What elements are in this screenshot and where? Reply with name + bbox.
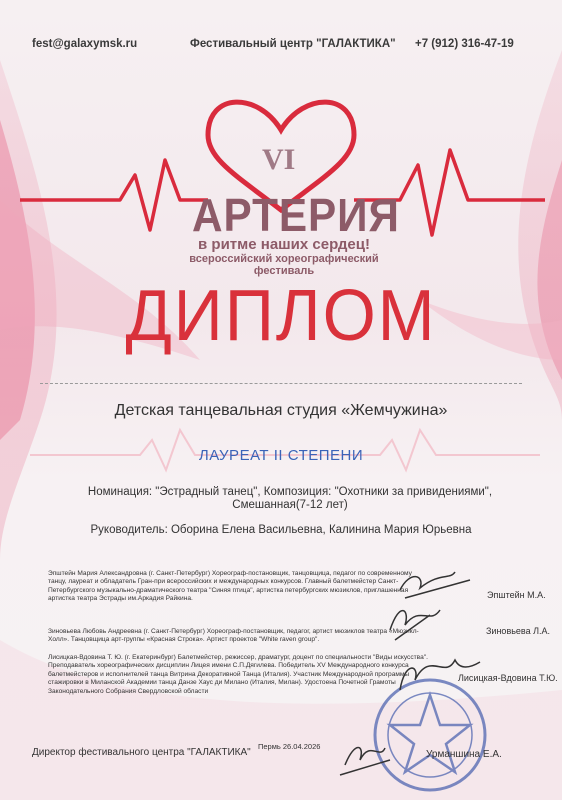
header-row: [0, 38, 562, 54]
jury-name-3: Лисицкая-Вдовина Т.Ю.: [458, 673, 558, 683]
festival-title: АРТЕРИЯ: [192, 189, 400, 241]
nomination-text: Номинация: "Эстрадный танец", Композиция: "Охотники за привидениями", Смешанная(7-12 лет): [87, 486, 493, 511]
contact-phone[interactable]: +7 (912) 316-47-19: [415, 38, 514, 50]
director-label: Директор фестивального центра "ГАЛАКТИКА": [32, 747, 251, 758]
festival-tagline-line2: фестиваль: [253, 265, 315, 277]
festival-tagline: [184, 253, 384, 277]
jury-description-2: Зиновьева Любовь Андреевна (г. Санкт-Петербург) Хореограф-постановщик, педагог, артист мюзиклов театра «Мюзикл-Холл». Танцовщица арт-группы «Красная Строка». Артист проектов "White raven group".: [48, 628, 419, 644]
leader-text: Руководитель: Оборина Елена Васильевна, Калинина Мария Юрьевна: [90, 524, 472, 536]
award-title: ЛАУРЕАТ II СТЕПЕНИ: [198, 447, 364, 464]
jury-name-2: Зиновьева Л.А.: [486, 626, 551, 636]
director-name: Урманшина Е.А.: [426, 749, 502, 760]
jury-description-3: Лисицкая-Вдовина Т. Ю. (г. Екатеринбург) Балетмейстер, режиссер, драматург, доцент по специальности "Виды искусства". Преподаватель хореографических дисциплин Лицея имени С.П.Дягилева. Победитель XV Международного конкурса балетмейстеров и исполнителей танца Витрина Декоративной Танца (Италия). Участник Международной программы стажировки в Миланской Академии танца Данзе Хаус ди Милано (Италия, Милан). Удостоена Почетной Грамоты Законодательного Собрания Свердловской области: [48, 654, 428, 695]
contact-email[interactable]: fest@galaxymsk.ru: [32, 38, 138, 50]
festival-subtitle: в ритме наших сердец!: [198, 236, 370, 253]
document-heading: ДИПЛОМ: [125, 276, 437, 356]
divider: [40, 383, 522, 384]
jury-name-1: Эпштейн М.А.: [487, 590, 546, 600]
festival-center-name: Фестивальный центр "ГАЛАКТИКА": [190, 38, 396, 50]
place-date: Пермь 26.04.2026: [258, 742, 321, 751]
jury-description-1: Эпштейн Мария Александровна (г. Санкт-Петербург) Хореограф-постановщик, танцовщица, педагог по современному танцу, лауреат и обладатель Гран-при всероссийских и международных конкурсов. Главный балетмейстер Санкт-Петербургского музыкально-драматического театра "Синяя птица", артистка петербургских мюзиклов, приглашенная артистка театра Эстрады им.Аркадия Райкина.: [48, 570, 412, 603]
recipient-name: Детская танцевальная студия «Жемчужина»: [114, 402, 448, 419]
festival-edition: VI: [262, 143, 296, 176]
festival-tagline-line1: всероссийский хореографический: [189, 253, 379, 265]
